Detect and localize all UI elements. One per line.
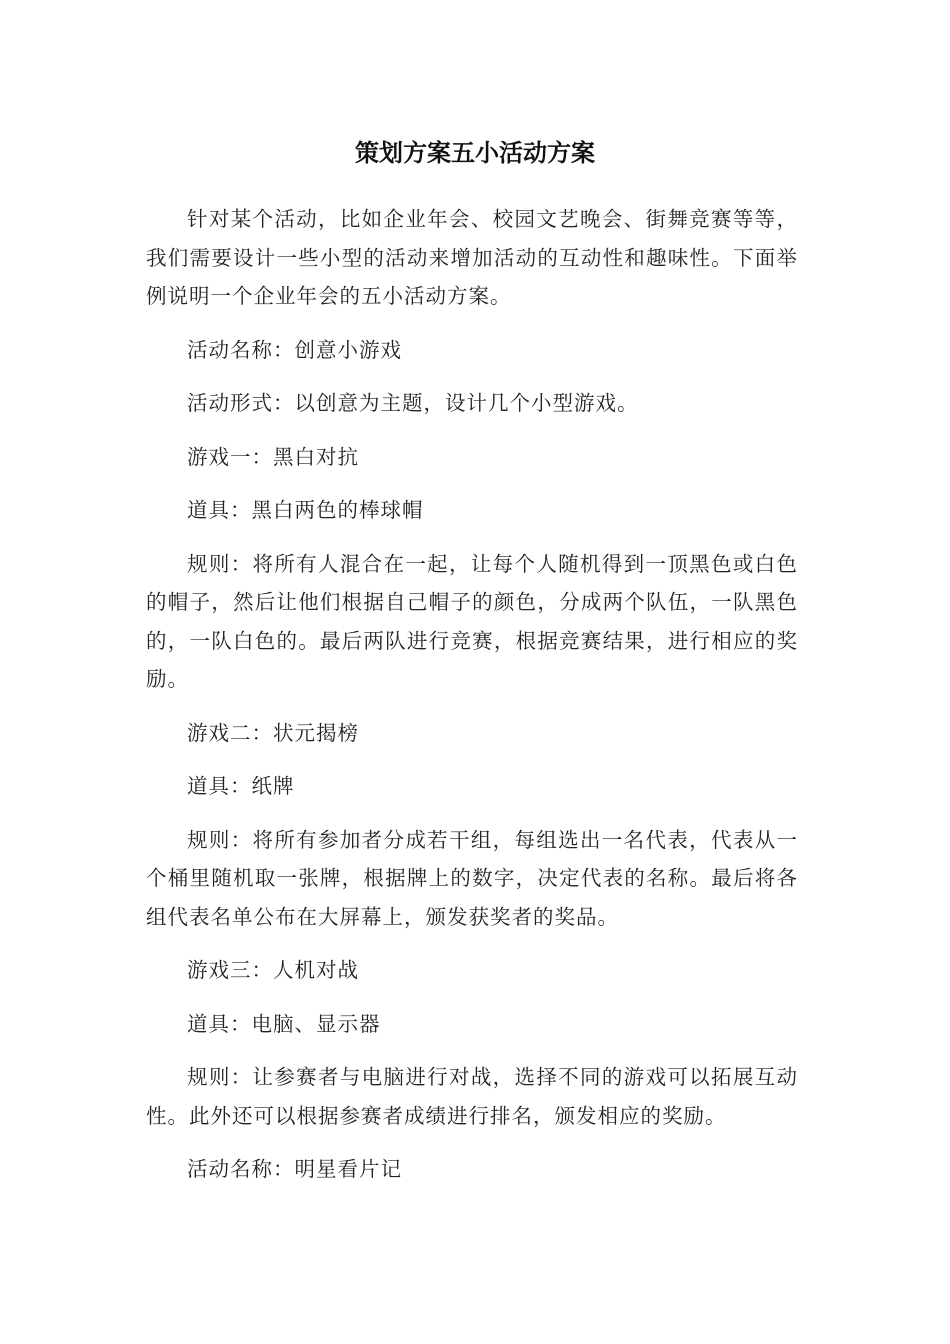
game-3-title: 游戏三：人机对战 bbox=[187, 958, 359, 982]
game-1-title: 游戏一：黑白对抗 bbox=[187, 444, 359, 469]
game-1-props: 道具：黑白两色的棒球帽 bbox=[187, 498, 424, 522]
activity-name-2: 活动名称：明星看片记 bbox=[187, 1157, 402, 1181]
document-body bbox=[146, 200, 798, 1204]
activity-form: 活动形式：以创意为主题，设计几个小型游戏。 bbox=[187, 391, 639, 415]
game-2-props: 道具：纸牌 bbox=[187, 774, 295, 798]
intro-paragraph: 针对某个活动，比如企业年会、校园文艺晚会、街舞竞赛等等，我们需要设计一些小型的活动来增加活动的互动性和趣味性。下面举例说明一个企业年会的五小活动方案。 bbox=[146, 207, 798, 308]
game-1-rules: 规则：将所有人混合在一起，让每个人随机得到一顶黑色或白色的帽子，然后让他们根据自己帽子的颜色，分成两个队伍，一队黑色的，一队白色的。最后两队进行竞赛，根据竞赛结果，进行相应的奖励。 bbox=[146, 551, 798, 691]
game-2-title: 游戏二：状元揭榜 bbox=[187, 720, 359, 745]
game-3-rules: 规则：让参赛者与电脑进行对战，选择不同的游戏可以拓展互动性。此外还可以根据参赛者成绩进行排名，颁发相应的奖励。 bbox=[146, 1065, 798, 1128]
game-3-props: 道具：电脑、显示器 bbox=[187, 1011, 381, 1036]
activity-name-1: 活动名称：创意小游戏 bbox=[187, 337, 402, 362]
document-title: 策划方案五小活动方案 bbox=[355, 139, 595, 167]
game-2-rules: 规则：将所有参加者分成若干组，每组选出一名代表，代表从一个桶里随机取一张牌，根据牌上的数字，决定代表的名称。最后将各组代表名单公布在大屏幕上，颁发获奖者的奖品。 bbox=[146, 827, 798, 929]
